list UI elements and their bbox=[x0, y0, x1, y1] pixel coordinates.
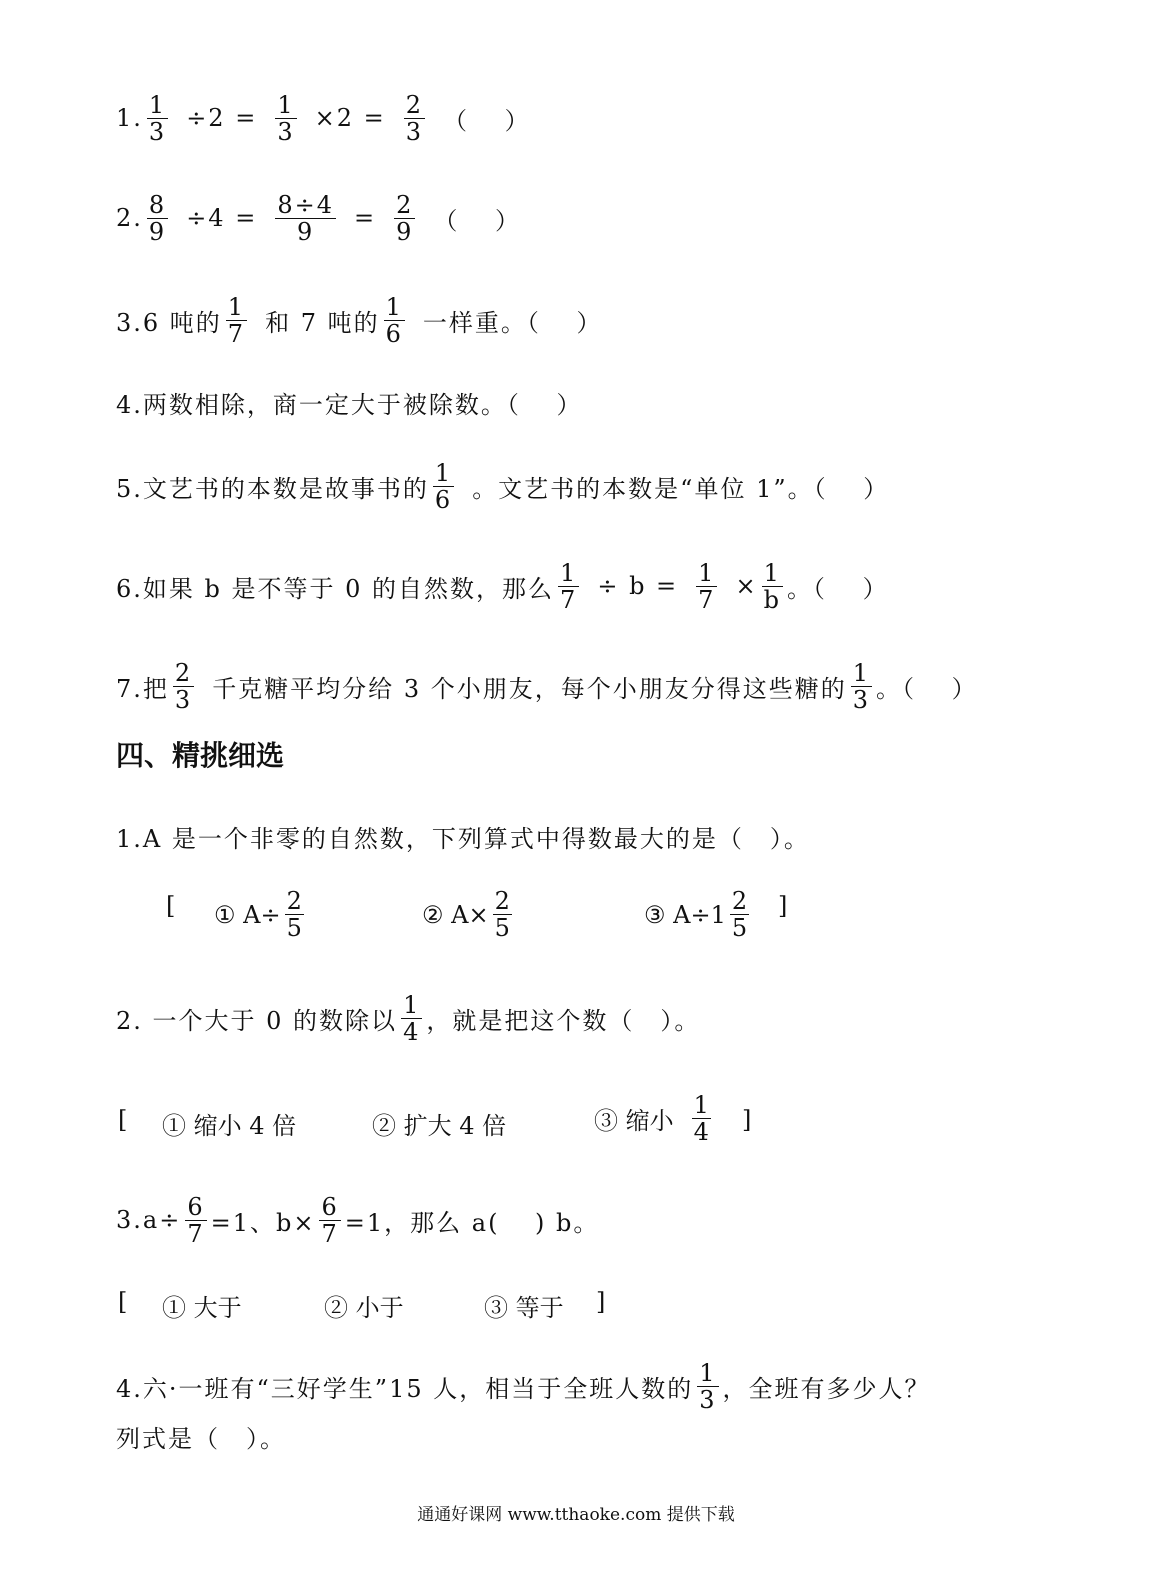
question-text: 3.a÷ bbox=[116, 1206, 182, 1234]
question-text: 列式是（ ）。 bbox=[116, 1424, 286, 1453]
numerator: 1 bbox=[560, 558, 578, 587]
item-text: 。（ ） bbox=[876, 674, 978, 703]
denominator: 9 bbox=[297, 217, 315, 246]
denominator: 7 bbox=[698, 585, 716, 614]
denominator: 3 bbox=[174, 685, 193, 714]
question-text: 1.A 是一个非零的自然数，下列算式中得数最大的是（ ）。 bbox=[116, 824, 810, 853]
numerator: 1 bbox=[698, 558, 716, 587]
denominator: 6 bbox=[434, 485, 453, 514]
bracket-open: [ bbox=[118, 1288, 128, 1316]
question-text: ，就是把这个数（ ）。 bbox=[426, 1006, 701, 1035]
judge-item-2 bbox=[116, 188, 521, 248]
fraction bbox=[285, 888, 304, 941]
item-text: 一样重。（ ） bbox=[422, 308, 603, 337]
numerator: 6 bbox=[187, 1192, 205, 1221]
operator: = bbox=[353, 204, 377, 232]
item-text: 。文艺书的本数是“单位 1”。（ ） bbox=[472, 474, 890, 503]
fraction bbox=[394, 192, 415, 245]
fraction bbox=[275, 92, 296, 145]
numerator: 8÷4 bbox=[277, 190, 334, 219]
denominator: 5 bbox=[731, 914, 748, 942]
answer-paren[interactable]: （ ） bbox=[443, 106, 531, 135]
choice-question-1 bbox=[116, 806, 810, 866]
numerator: 8 bbox=[148, 190, 167, 219]
numerator: 1 bbox=[693, 1091, 709, 1119]
fraction bbox=[433, 460, 454, 513]
fraction bbox=[185, 1194, 206, 1247]
fraction bbox=[851, 660, 872, 713]
denominator: 9 bbox=[148, 217, 167, 246]
denominator: 6 bbox=[385, 319, 403, 348]
denominator: b bbox=[763, 585, 781, 614]
fraction bbox=[147, 192, 168, 245]
item-text: 4.两数相除，商一定大于被除数。（ ） bbox=[116, 390, 583, 419]
option-1[interactable]: ① 缩小 4 倍 bbox=[162, 1112, 297, 1140]
denominator: 5 bbox=[286, 914, 302, 942]
numerator: 1 bbox=[385, 292, 403, 321]
bracket-open: [ bbox=[118, 1106, 128, 1134]
answer-paren[interactable]: （ ） bbox=[433, 206, 521, 235]
denominator: 3 bbox=[405, 117, 423, 146]
operator: × bbox=[735, 572, 758, 600]
fraction bbox=[384, 294, 405, 347]
numerator: 2 bbox=[494, 887, 510, 915]
footer-credit: 通通好课网 www.tthaoke.com 提供下载 bbox=[417, 1505, 735, 1525]
option-1[interactable] bbox=[214, 888, 308, 941]
fraction bbox=[173, 660, 194, 713]
bracket-close: ] bbox=[596, 1288, 606, 1316]
judge-item-1 bbox=[116, 88, 531, 148]
item-text: 和 7 吨的 bbox=[265, 308, 380, 337]
denominator: 4 bbox=[693, 1118, 709, 1146]
option-3[interactable] bbox=[594, 1092, 715, 1145]
operator: ×2 = bbox=[314, 104, 386, 132]
numerator: 1 bbox=[227, 292, 246, 321]
numerator: 1 bbox=[277, 90, 295, 119]
fraction bbox=[226, 294, 247, 347]
item-text: 7.把 bbox=[116, 674, 169, 703]
question-text: 4.六·一班有“三好学生”15 人，相当于全班人数的 bbox=[116, 1374, 694, 1403]
operator: ÷2 = bbox=[186, 104, 258, 132]
question-text: ，全班有多少人？ bbox=[722, 1374, 931, 1403]
fraction bbox=[401, 992, 422, 1045]
option-2[interactable] bbox=[422, 888, 516, 941]
choice-question-2 bbox=[116, 988, 700, 1048]
fraction bbox=[730, 888, 749, 941]
denominator: 3 bbox=[699, 1385, 717, 1414]
judge-item-6 bbox=[116, 556, 889, 616]
bracket-close: ] bbox=[778, 892, 788, 920]
denominator: 3 bbox=[852, 685, 870, 714]
denominator: 9 bbox=[396, 217, 414, 246]
fraction bbox=[147, 92, 168, 145]
judge-item-4 bbox=[116, 372, 583, 432]
option-label: ③ A÷1 bbox=[644, 900, 726, 929]
choice-question-3 bbox=[116, 1190, 599, 1250]
item-text: 千克糖平均分给 3 个小朋友，每个小朋友分得这些糖的 bbox=[212, 674, 847, 703]
fraction bbox=[493, 888, 512, 941]
item-text: 6.如果 b 是不等于 0 的自然数，那么 bbox=[116, 574, 555, 603]
operator: ÷ b = bbox=[597, 572, 679, 600]
question-text: =1、b× bbox=[210, 1208, 316, 1237]
judge-item-5 bbox=[116, 456, 889, 516]
option-3[interactable] bbox=[644, 888, 753, 941]
numerator: 2 bbox=[405, 90, 423, 119]
item-text: 。（ ） bbox=[786, 574, 889, 603]
bracket-open: [ bbox=[166, 892, 176, 920]
denominator: 5 bbox=[494, 914, 510, 942]
question-text: =1，那么 a( ) b。 bbox=[344, 1208, 600, 1237]
option-3[interactable]: ③ 等于 bbox=[484, 1294, 564, 1322]
choice-question-4-line2 bbox=[116, 1406, 286, 1466]
denominator: 7 bbox=[187, 1219, 205, 1248]
judge-item-3 bbox=[116, 290, 603, 350]
judge-item-7 bbox=[116, 656, 978, 716]
denominator: 7 bbox=[227, 319, 246, 348]
numerator: 1 bbox=[852, 658, 870, 687]
item-text: 5.文艺书的本数是故事书的 bbox=[116, 474, 429, 503]
numerator: 1 bbox=[148, 90, 167, 119]
fraction bbox=[558, 560, 579, 613]
fraction bbox=[404, 92, 425, 145]
fraction bbox=[692, 1092, 711, 1145]
numerator: 2 bbox=[174, 658, 193, 687]
bracket-close: ] bbox=[742, 1106, 752, 1134]
item-text: 3.6 吨的 bbox=[116, 308, 222, 337]
option-2[interactable]: ② 扩大 4 倍 bbox=[372, 1112, 507, 1140]
numerator: 2 bbox=[396, 190, 414, 219]
numerator: 1 bbox=[434, 458, 453, 487]
numerator: 1 bbox=[699, 1358, 717, 1387]
numerator: 1 bbox=[763, 558, 781, 587]
section-heading: 四、精挑细选 bbox=[116, 739, 285, 772]
denominator: 4 bbox=[403, 1017, 421, 1046]
fraction bbox=[319, 1194, 340, 1247]
option-label: ② A× bbox=[422, 900, 489, 929]
option-label: ③ 缩小 bbox=[594, 1107, 674, 1135]
denominator: 7 bbox=[321, 1219, 339, 1248]
denominator: 3 bbox=[148, 117, 167, 146]
denominator: 7 bbox=[560, 585, 578, 614]
fraction bbox=[696, 560, 717, 613]
operator: ÷4 = bbox=[186, 204, 258, 232]
fraction bbox=[762, 560, 783, 613]
fraction bbox=[275, 192, 336, 245]
item-number: 2. bbox=[116, 204, 143, 232]
option-label: ① A÷ bbox=[214, 900, 281, 929]
numerator: 1 bbox=[403, 990, 421, 1019]
option-2[interactable]: ② 小于 bbox=[324, 1294, 404, 1322]
numerator: 2 bbox=[731, 887, 748, 915]
fraction bbox=[697, 1360, 718, 1413]
question-text: 2. 一个大于 0 的数除以 bbox=[116, 1006, 398, 1035]
item-number: 1. bbox=[116, 104, 143, 132]
numerator: 6 bbox=[321, 1192, 339, 1221]
option-1[interactable]: ① 大于 bbox=[162, 1294, 242, 1322]
numerator: 2 bbox=[286, 887, 302, 915]
denominator: 3 bbox=[277, 117, 295, 146]
